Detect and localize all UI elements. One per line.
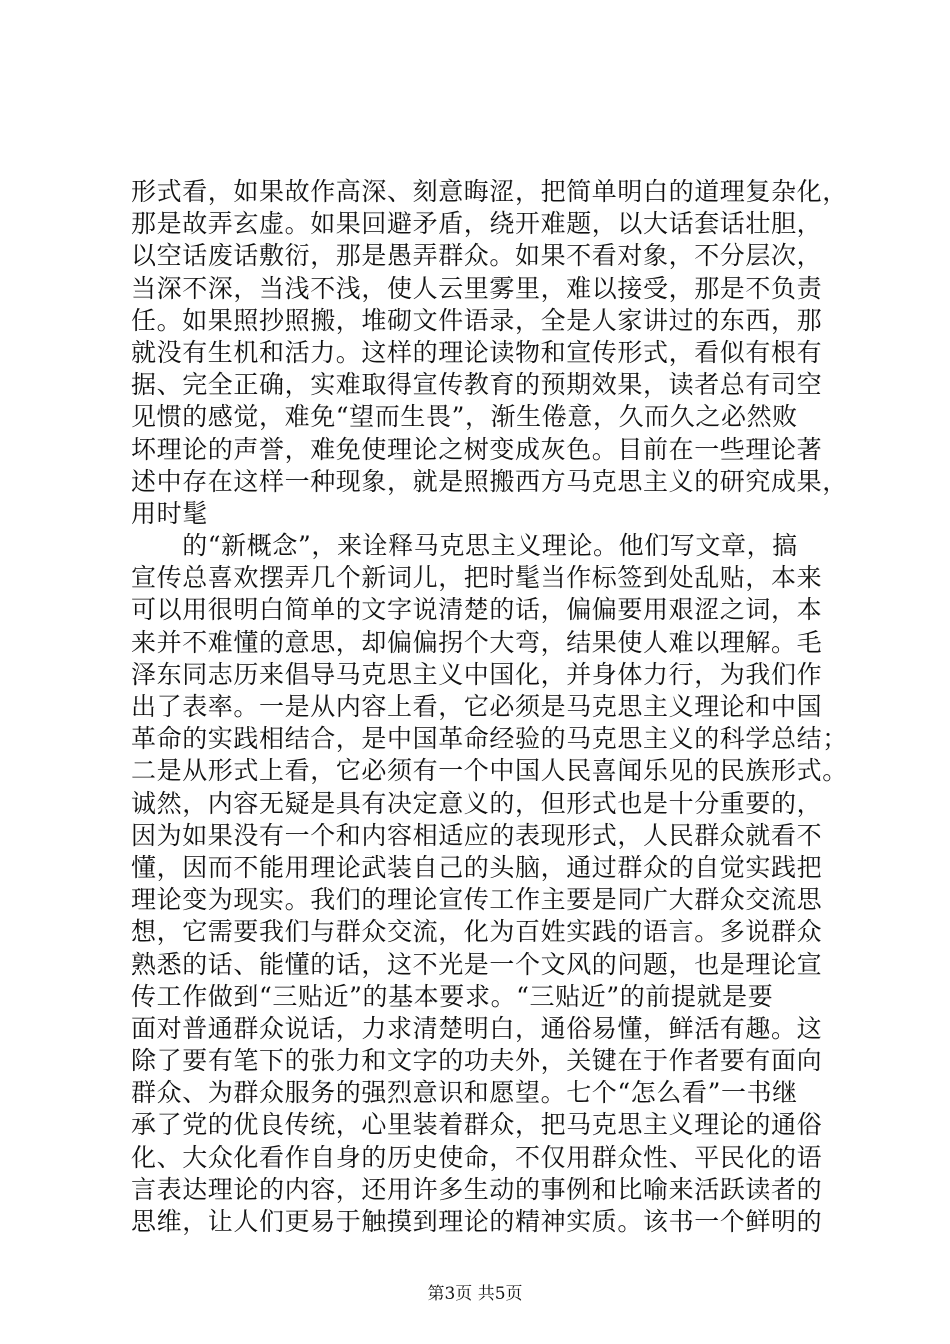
text-line: 因为如果没有一个和内容相适应的表现形式，人民群众就看不 — [131, 820, 823, 850]
text-line: 用时髦 — [131, 498, 208, 528]
text-line: 二是从形式上看，它必须有一个中国人民喜闻乐见的民族形式。 — [131, 756, 848, 786]
text-line: 面对普通群众说话，力求清楚明白，通俗易懂，鲜活有趣。这 — [131, 1013, 823, 1043]
text-line: 据、完全正确，实难取得宣传教育的预期效果，读者总有司空 — [131, 370, 823, 400]
text-line: 来并不难懂的意思，却偏偏拐个大弯，结果使人难以理解。毛 — [131, 627, 823, 657]
text-line: 理论变为现实。我们的理论宣传工作主要是同广大群众交流思 — [131, 885, 823, 915]
text-line: 言表达理论的内容，还用许多生动的事例和比喻来活跃读者的 — [131, 1174, 823, 1204]
text-line: 那是故弄玄虚。如果回避矛盾，绕开难题，以大话套话壮胆， — [131, 209, 823, 239]
text-line: 述中存在这样一种现象，就是照搬西方马克思主义的研究成果， — [131, 466, 848, 496]
text-line: 泽东同志历来倡导马克思主义中国化，并身体力行，为我们作 — [131, 659, 823, 689]
text-line: 当深不深，当浅不浅，使人云里雾里，难以接受，那是不负责 — [131, 273, 823, 303]
text-line: 传工作做到“三贴近”的基本要求。“三贴近”的前提就是要 — [131, 981, 774, 1011]
text-line: 见惯的感觉，难免“望而生畏”，渐生倦意，久而久之必然败 — [131, 402, 798, 432]
text-line: 以空话废话敷衍，那是愚弄群众。如果不看对象，不分层次， — [131, 241, 823, 271]
page-footer: 第3页 共5页 — [427, 1284, 523, 1304]
text-line: 的“新概念”，来诠释马克思主义理论。他们写文章，搞 — [131, 531, 798, 561]
text-line: 懂，因而不能用理论武装自己的头脑，通过群众的自觉实践把 — [131, 852, 823, 882]
text-line: 任。如果照抄照搬，堆砌文件语录，全是人家讲过的东西，那 — [131, 305, 823, 335]
text-line: 群众、为群众服务的强烈意识和愿望。七个“怎么看”一书继 — [131, 1078, 798, 1108]
text-line: 宣传总喜欢摆弄几个新词儿，把时髦当作标签到处乱贴，本来 — [131, 563, 823, 593]
text-line: 除了要有笔下的张力和文字的功夫外，关键在于作者要有面向 — [131, 1046, 823, 1076]
text-line: 革命的实践相结合，是中国革命经验的马克思主义的科学总结； — [131, 724, 848, 754]
text-line: 思维，让人们更易于触摸到理论的精神实质。该书一个鲜明的 — [131, 1207, 823, 1236]
text-line: 就没有生机和活力。这样的理论读物和宣传形式，看似有根有 — [131, 337, 823, 367]
text-line: 承了党的优良传统，心里装着群众，把马克思主义理论的通俗 — [131, 1110, 823, 1140]
text-line: 可以用很明白简单的文字说清楚的话，偏偏要用艰涩之词，本 — [131, 595, 823, 625]
text-line: 化、大众化看作自身的历史使命，不仅用群众性、平民化的语 — [131, 1142, 823, 1172]
text-line: 熟悉的话、能懂的话，这不光是一个文风的问题，也是理论宣 — [131, 949, 823, 979]
text-line: 形式看，如果故作高深、刻意晦涩，把简单明白的道理复杂化， — [131, 177, 848, 206]
text-line: 坏理论的声誉，难免使理论之树变成灰色。目前在一些理论著 — [131, 434, 823, 464]
text-line: 诚然，内容无疑是具有决定意义的，但形式也是十分重要的， — [131, 788, 823, 818]
text-line: 出了表率。一是从内容上看，它必须是马克思主义理论和中国 — [131, 692, 823, 721]
text-line: 想，它需要我们与群众交流，化为百姓实践的语言。多说群众 — [131, 917, 823, 947]
body-text — [131, 176, 848, 1238]
